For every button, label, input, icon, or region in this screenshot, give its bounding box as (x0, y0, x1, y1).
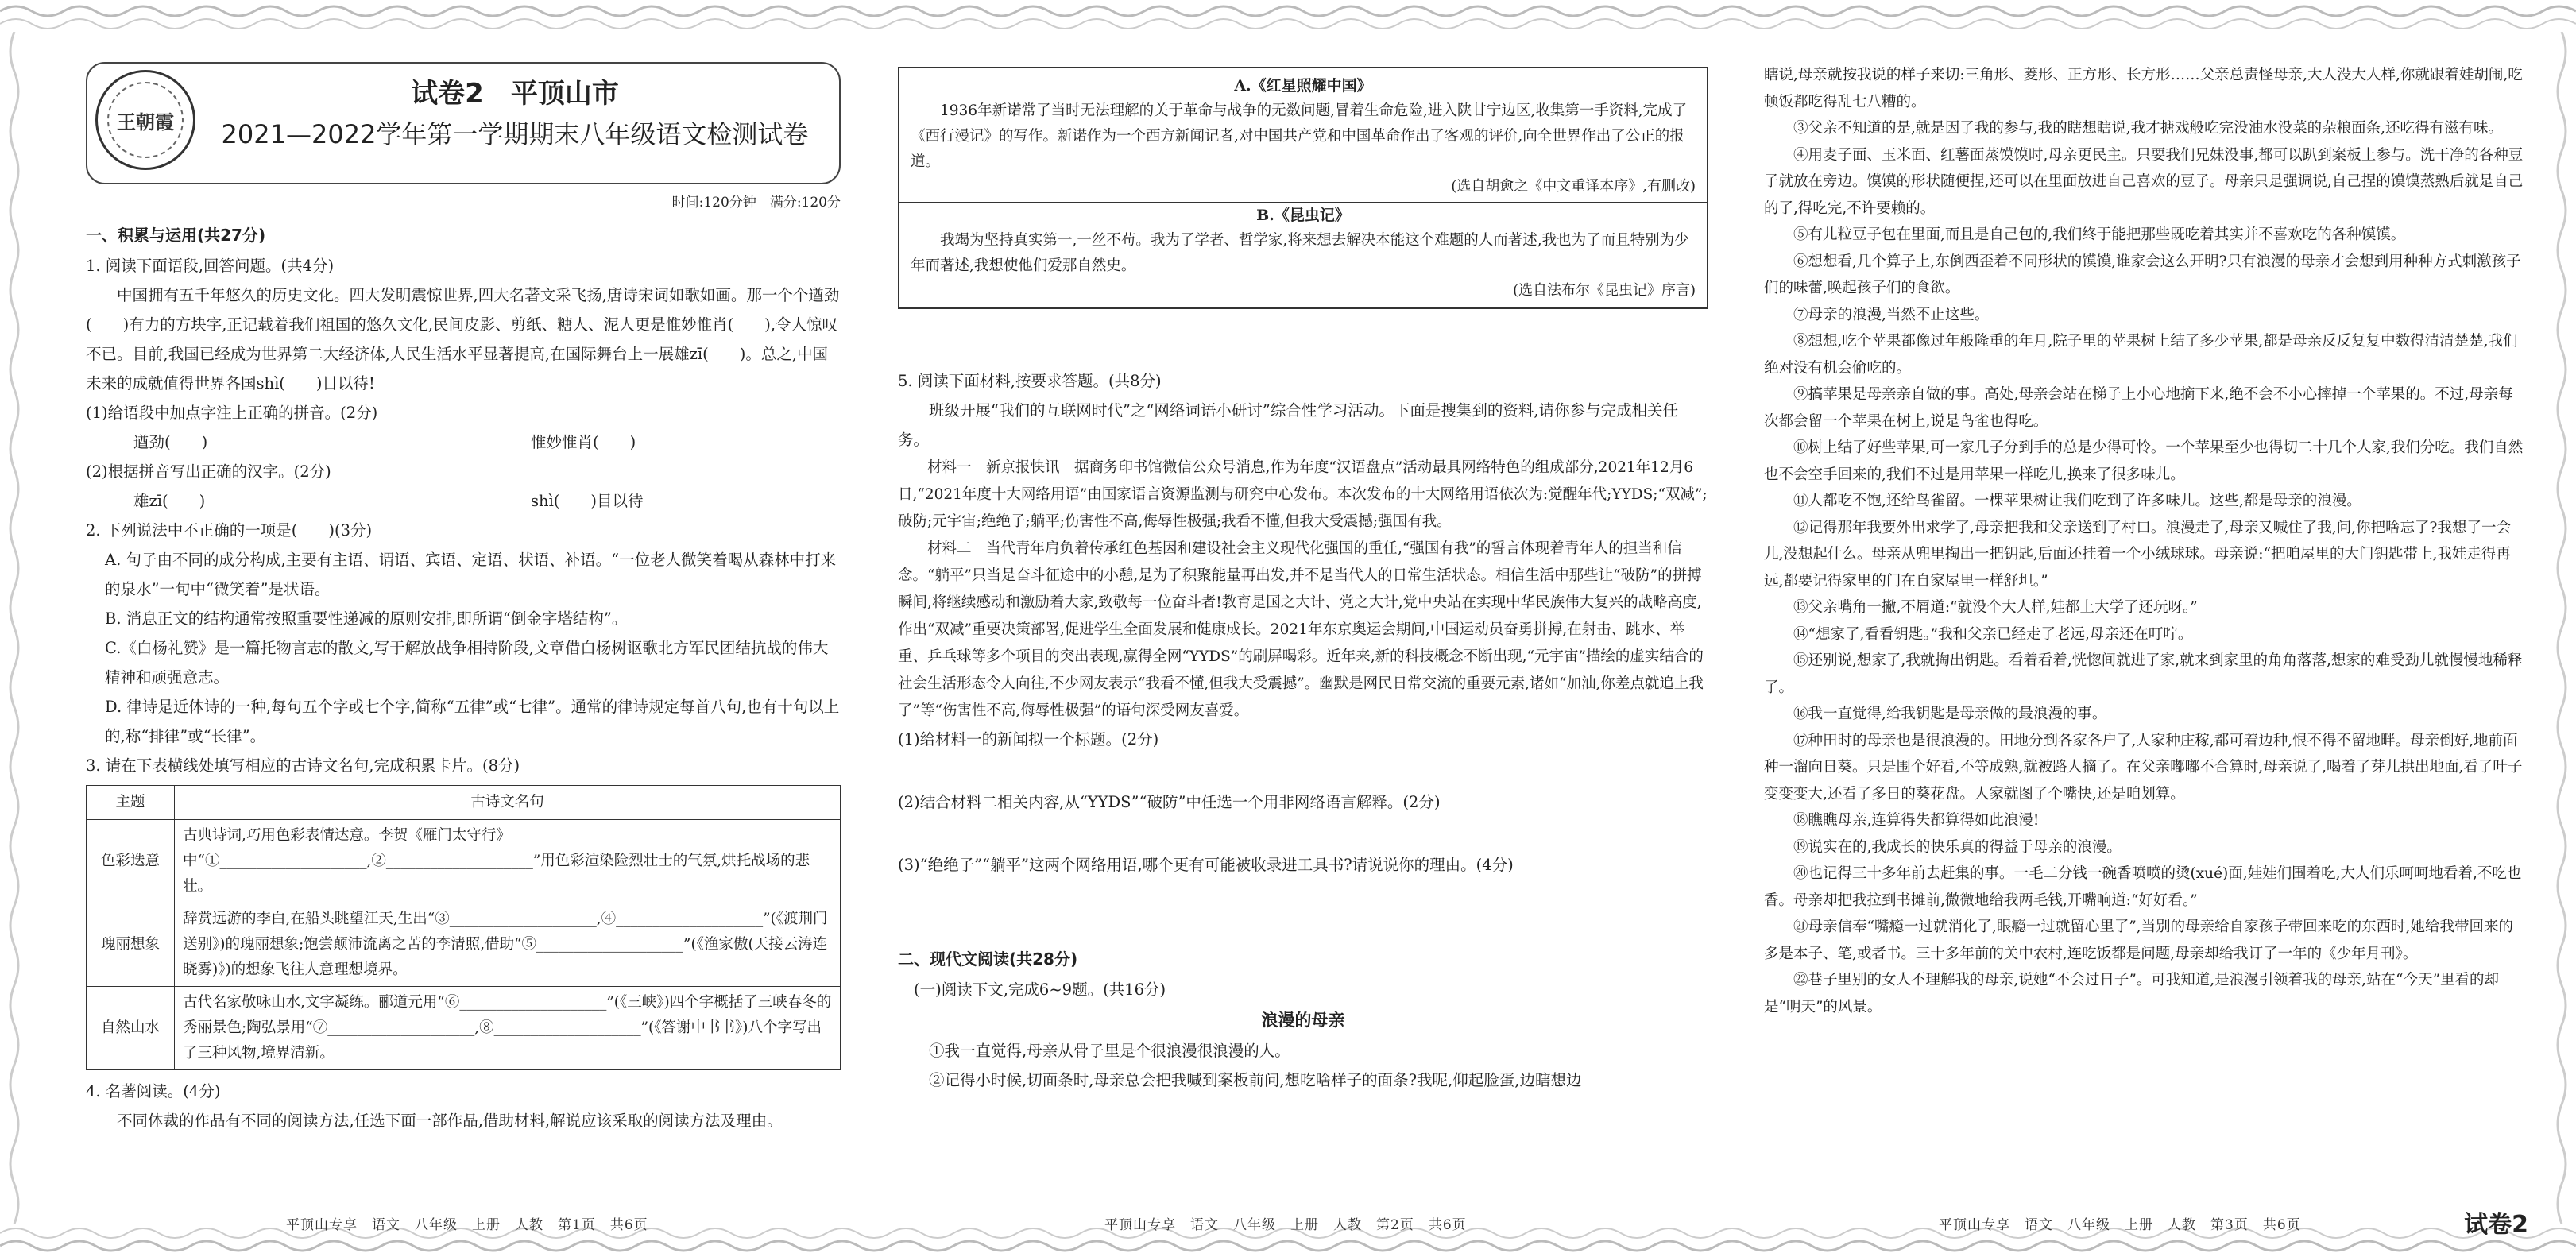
article-paragraph: ㉑母亲信奉“嘴瘾一过就消化了,眼瘾一过就留心里了”,当别的母亲给自家孩子带回来吃的东西时,她给我带回来的多是本子、笔,或者书。三十多年前的关中农村,连吃饭都是问题,母亲却给我订了一年的《少年月刊》。 (1764, 919, 2514, 962)
table-header-theme: 主题 (87, 786, 175, 820)
article-paragraph: ⑭“想家了,看看钥匙。”我和父亲已经走了老远,母亲还在叮咛。 (1793, 625, 2193, 643)
page-2-footer: 平顶山专享 语文 八年级 上册 人教 第2页 共6页 (1104, 1217, 1467, 1233)
wave-border-right (2544, 32, 2576, 1224)
box-a-title: A.《红星照耀中国》 (1234, 77, 1372, 95)
q5-material-2: 材料二 当代青年肩负着传承红色基因和建设社会主义现代化强国的重任,“强国有我”的誓言体现着青年人的担当和信念。“躺平”只当是奋斗征途中的小憩,是为了积聚能量再出发,并不是当代人的日常生活状态。相信生活中那些让“破防”的拼搏瞬间,将继续感动和激励着大家,致敬每一位奋斗者!教育是国之大计、党之大计,党中央站在实现中华民族伟大复兴的战略高度,作出“双减”重要决策部署,促进学生全面发展和健康成长。2021年东京奥运会期间,中国运动员奋勇拼搏,在射击、跳水、举重、乒乓球等多个项目的突出表现,赢得全网“YYDS”的刷屏喝彩。近年来,新的科技概念不断出现,“元宇宙”描绘的虚实结合的社会生活形态令人向往,不少网友表示“我看不懂,但我大受震撼”。幽默是网民日常交流的重要元素,诸如“加油,你差点就追上我了”等“伤害性不高,侮辱性极强”的语句深受网友喜爱。 (898, 540, 1704, 719)
section-2-heading: 二、现代文阅读(共28分) (898, 950, 1078, 969)
wave-border-left (0, 32, 32, 1224)
exam-meta: 时间:120分钟 满分:120分 (671, 195, 841, 211)
article-title: 浪漫的母亲 (1261, 1011, 1345, 1030)
page-1-footer: 平顶山专享 语文 八年级 上册 人教 第1页 共6页 (286, 1217, 648, 1233)
article-paragraph: ⑯我一直觉得,给我钥匙是母亲做的最浪漫的事。 (1793, 706, 2107, 722)
article-paragraph: ⑲说实在的,我成长的快乐真的得益于母亲的浪漫。 (1793, 838, 2122, 856)
publisher-logo (95, 70, 195, 170)
exam-header (86, 62, 841, 184)
article-paragraph: ⑥想想看,几个算子上,东倒西歪着不同形状的馍馍,谁家会这么开明?只有浪漫的母亲才会想到用种种方式刺激孩子们的味蕾,唤起孩子们的食欲。 (1764, 253, 2521, 296)
article-paragraph: ⑪人都吃不饱,还给鸟雀留。一棵苹果树让我们吃到了许多味儿。这些,都是母亲的浪漫。 (1793, 493, 2361, 509)
q5-title: 5. 阅读下面材料,按要求答题。(共8分) (898, 372, 1162, 390)
exam-subtitle: 2021—2022学年第一学期期末八年级语文检测试卷 (221, 119, 809, 149)
q3-title: 3. 请在下表横线处填写相应的古诗文名句,完成积累卡片。(8分) (86, 756, 520, 775)
q5-sub3-answer-space[interactable] (898, 880, 1708, 943)
box-b-source: (选自法布尔《昆虫记》序言) (1512, 282, 1696, 299)
box-b-title: B.《昆虫记》 (1256, 207, 1350, 224)
q2-option-a[interactable]: A. 句子由不同的成分构成,主要有主语、谓语、宾语、定语、状语、补语。“一位老人微笑着喝从森林中打来的泉水”一句中“微笑着”是状语。 (105, 551, 837, 598)
table-row-text[interactable]: 辞赏远游的李白,在船头眺望江天,生出“③____________________,④____________________”(《渡荆门送别》)的瑰丽想象;饱尝颠沛流离之苦的李清照,借助“⑤____________________”(《渔家傲(天接云涛连晓雾)》)的想象飞往人意理想境界。 (175, 903, 841, 987)
table-row-theme: 自然山水 (87, 987, 175, 1070)
poem-table (86, 785, 841, 1070)
q5-intro: 班级开展“我们的互联网时代”之“网络词语小研讨”综合性学习活动。下面是搜集到的资料,请你参与完成相关任务。 (898, 401, 1679, 449)
table-row (87, 903, 841, 987)
spacer (898, 317, 1708, 366)
table-row-text[interactable]: 古典诗词,巧用色彩表情达意。李贺《雁门太守行》中“①____________________,②____________________”用色彩渲染险烈壮士的气氛,烘托战场的悲壮。 (175, 820, 841, 903)
article-paragraph: ④用麦子面、玉米面、红薯面蒸馍馍时,母亲更民主。只要我们兄妹没事,都可以趴到案板上参与。洗干净的各种豆子就放在旁边。馍馍的形状随便捏,还可以在里面放进自己喜欢的豆子。母亲只是强调说,自己捏的馍馍蒸熟后就是自己的了,得吃完,不许要赖的。 (1764, 146, 2524, 217)
q1-sub2: (2)根据拼音写出正确的汉字。(2分) (86, 462, 331, 481)
reading-material-box (898, 67, 1708, 309)
reading-intro: (一)阅读下文,完成6~9题。(共16分) (914, 980, 1166, 999)
wave-border-top (0, 0, 2576, 37)
q5-sub1: (1)给材料一的新闻拟一个标题。(2分) (898, 730, 1159, 748)
q1-sub1: (1)给语段中加点字注上正确的拼音。(2分) (86, 404, 378, 422)
q1-passage: 中国拥有五千年悠久的历史文化。四大发明震惊世界,四大名著文采飞扬,唐诗宋词如歌如画。那一个个遒劲( )有力的方块字,正记载着我们祖国的悠久文化,民间皮影、剪纸、糖人、泥人更是惟妙惟肖( ),令人惊叹不已。目前,我国已经成为世界第二大经济体,人民生活水平显著提高,在国际舞台上一展雄zī( )。总之,中国未来的成就值得世界各国shì( )目以待! (86, 286, 840, 393)
page-1-column (86, 62, 841, 1209)
logo-text: 王朝霞 (117, 110, 174, 133)
table-row-theme: 瑰丽想象 (87, 903, 175, 987)
q1-sub2-b[interactable]: shì( )目以待 (531, 492, 644, 510)
exam-number-badge: 试卷2 (2464, 1211, 2528, 1239)
article-paragraph: ⑮还别说,想家了,我就掏出钥匙。看着看着,恍惚间就进了家,就来到家里的角角落落,想家的难受劲儿就慢慢地稀释了。 (1764, 652, 2523, 696)
table-row-theme: 色彩迭意 (87, 820, 175, 903)
page-3-footer: 平顶山专享 语文 八年级 上册 人教 第3页 共6页 (1939, 1217, 2301, 1233)
q1-title: 1. 阅读下面语段,回答问题。(共4分) (86, 257, 335, 275)
table-row-text[interactable]: 古代名家敬咏山水,文字凝练。郦道元用“⑥____________________”(《三峡》)四个字概括了三峡春冬的秀丽景色;陶弘景用“⑦____________________,⑧____________________”(《答谢中书书》)八个字写出了三种风物,境界清新。 (175, 987, 841, 1070)
q5-sub1-answer-space[interactable] (898, 754, 1708, 787)
q5-sub3: (3)“绝绝子”“躺平”这两个网络用语,哪个更有可能被收录进工具书?请说说你的理由。(4分) (898, 856, 1514, 874)
article-paragraph: ⑤有儿粒豆子包在里面,而且是自己包的,我们终于能把那些既吃着其实并不喜欢吃的各种馍馍。 (1793, 226, 2406, 243)
table-row (87, 987, 841, 1070)
article-paragraph: ⑫记得那年我要外出求学了,母亲把我和父亲送到了村口。浪漫走了,母亲又喊住了我,问,你把啥忘了?我想了一会儿,没想起什么。母亲从兜里掏出一把钥匙,后面还挂着一个小绒球球。母亲说:“把咱屋里的大门钥匙带上,我娃走得再远,都要记得家里的门在自家屋里一样舒坦。” (1764, 519, 2511, 590)
q1-sub2-items (86, 486, 841, 516)
q2-option-b[interactable]: B. 消息正文的结构通常按照重要性递减的原则安排,即所谓“倒金字塔结构”。 (105, 609, 628, 628)
article-paragraph: ①我一直觉得,母亲从骨子里是个很浪漫很浪漫的人。 (929, 1042, 1290, 1060)
article-paragraph: ㉒巷子里别的女人不理解我的母亲,说她“不会过日子”。可我知道,是浪漫引领着我的母亲,站在“今天”里看的却是“明天”的风景。 (1764, 972, 2499, 1015)
article-paragraph: ⑱瞧瞧母亲,连算得失都算得如此浪漫! (1793, 812, 2040, 829)
article-paragraph: ⑰种田时的母亲也是很浪漫的。田地分到各家各户了,人家种庄稼,都可着边种,恨不得不留地畔。母亲倒好,地前面种一溜向日葵。只是围个好看,不等成熟,就被路人摘了。在父亲嘟嘟不合算时,母亲说了,喝着了芽儿拱出地面,看了叶子变变变大,还看了多日的葵花盘。人家就图了个嘴快,还是咱划算。 (1764, 732, 2523, 803)
page-2-column (898, 62, 1708, 1209)
q4-title: 4. 名著阅读。(4分) (86, 1082, 221, 1100)
q5-sub2-answer-space[interactable] (898, 817, 1708, 850)
q1-sub1-b[interactable]: 惟妙惟肖( ) (531, 433, 636, 451)
article-paragraph: ⑳也记得三十多年前去赶集的事。一毛二分钱一碗香喷喷的烫(xué)面,娃娃们围着吃,大人们乐呵呵地看着,不吃也香。母亲却把我拉到书摊前,微微地给我两毛钱,开嘴响道:“好好看。” (1764, 865, 2522, 909)
box-b-text: 我竭为坚持真实第一,一丝不苟。我为了学者、哲学家,将来想去解决本能这个难题的人而著述,我也为了而且特别为少年而著述,我想使他们爱那自然史。 (911, 232, 1689, 274)
q2-title: 2. 下列说法中不正确的一项是( )(3分) (86, 521, 373, 540)
q5-material-1: 材料一 新京报快讯 据商务印书馆微信公众号消息,作为年度“汉语盘点”活动最具网络特色的组成部分,2021年12月6日,“2021年度十大网络用语”由国家语言资源监测与研究中心发布。本次发布的十大网络用语依次为:觉醒年代;YYDS;“双减”;破防;元宇宙;绝绝子;躺平;伤害性不高,侮辱性极强;我看不懂,但我大受震撼;强国有我。 (898, 459, 1708, 530)
article-paragraph: ⑬父亲嘴角一撇,不屑道:“就没个大人样,娃都上大学了还玩呀。” (1793, 599, 2198, 616)
article-paragraph: ⑧想想,吃个苹果都像过年般隆重的年月,院子里的苹果树上结了多少苹果,都是母亲反反复复中数得清清楚楚,我们绝对没有机会偷吃的。 (1764, 333, 2518, 377)
box-a-source: (选自胡愈之《中文重译本序》,有删改) (1451, 178, 1696, 195)
q5-sub2: (2)结合材料二相关内容,从“YYDS”“破防”中任选一个用非网络语言解释。(2分) (898, 793, 1441, 811)
q4-text: 不同体裁的作品有不同的阅读方法,任选下面一部作品,借助材料,解说应该采取的阅读方法及理由。 (117, 1112, 783, 1130)
q2-option-c[interactable]: C.《白杨礼赞》是一篇托物言志的散文,写于解放战争相持阶段,文章借白杨树讴歌北方军民团结抗战的伟大精神和顽强意志。 (105, 639, 829, 687)
table-header-lines: 古诗文名句 (175, 786, 841, 820)
article-paragraph: ③父亲不知道的是,就是因了我的参与,我的瞎想瞎说,我才搪戏般吃完没油水没菜的杂粮面条,还吃得有滋有味。 (1793, 120, 2504, 137)
article-paragraph: ⑩树上结了好些苹果,可一家几子分到手的总是少得可怜。一个苹果至少也得切二十几个人家,我们分吃。我们自然也不会空手回来的,我们不过是用苹果一样吃儿,换来了很多味儿。 (1764, 439, 2524, 483)
q1-sub1-a[interactable]: 遒劲( ) (133, 433, 208, 451)
q1-sub2-a[interactable]: 雄zī( ) (133, 492, 206, 510)
q2-option-d[interactable]: D. 律诗是近体诗的一种,每句五个字或七个字,简称“五律”或“七律”。通常的律诗规定每首八句,也有十句以上的,称“排律”或“长律”。 (105, 698, 840, 745)
article-paragraph: ⑨搞苹果是母亲亲自做的事。高处,母亲会站在梯子上小心地摘下来,绝不会不小心摔掉一个苹果的。不过,母亲每次都会留一个苹果在树上,说是鸟雀也得吃。 (1764, 386, 2513, 430)
page-3-column (1764, 62, 2527, 1209)
exam-title: 试卷2 平顶山市 (411, 78, 619, 110)
logo-inner-ring (107, 82, 184, 158)
article-paragraph: 瞎说,母亲就按我说的样子来切:三角形、菱形、正方形、长方形……父亲总责怪母亲,大人没大人样,你就跟着娃胡闹,吃顿饭都吃得乱七八糟的。 (1764, 67, 2523, 110)
box-a-text: 1936年新诺常了当时无法理解的关于革命与战争的无数问题,冒着生命危险,进入陕甘宁边区,收集第一手资料,完成了《西行漫记》的写作。新诺作为一个西方新闻记者,对中国共产党和中国革命作出了客观的评价,向全世界作出了公正的报道。 (911, 102, 1688, 170)
section-1-heading: 一、积累与运用(共27分) (86, 226, 266, 245)
q1-sub1-items (86, 427, 841, 457)
article-paragraph: ⑦母亲的浪漫,当然不止这些。 (1793, 306, 1990, 323)
article-paragraph: ②记得小时候,切面条时,母亲总会把我喊到案板前问,想吃啥样子的面条?我呢,仰起脸蛋,边瞎想边 (929, 1071, 1582, 1089)
table-row (87, 820, 841, 903)
poem-table-header (87, 786, 841, 820)
